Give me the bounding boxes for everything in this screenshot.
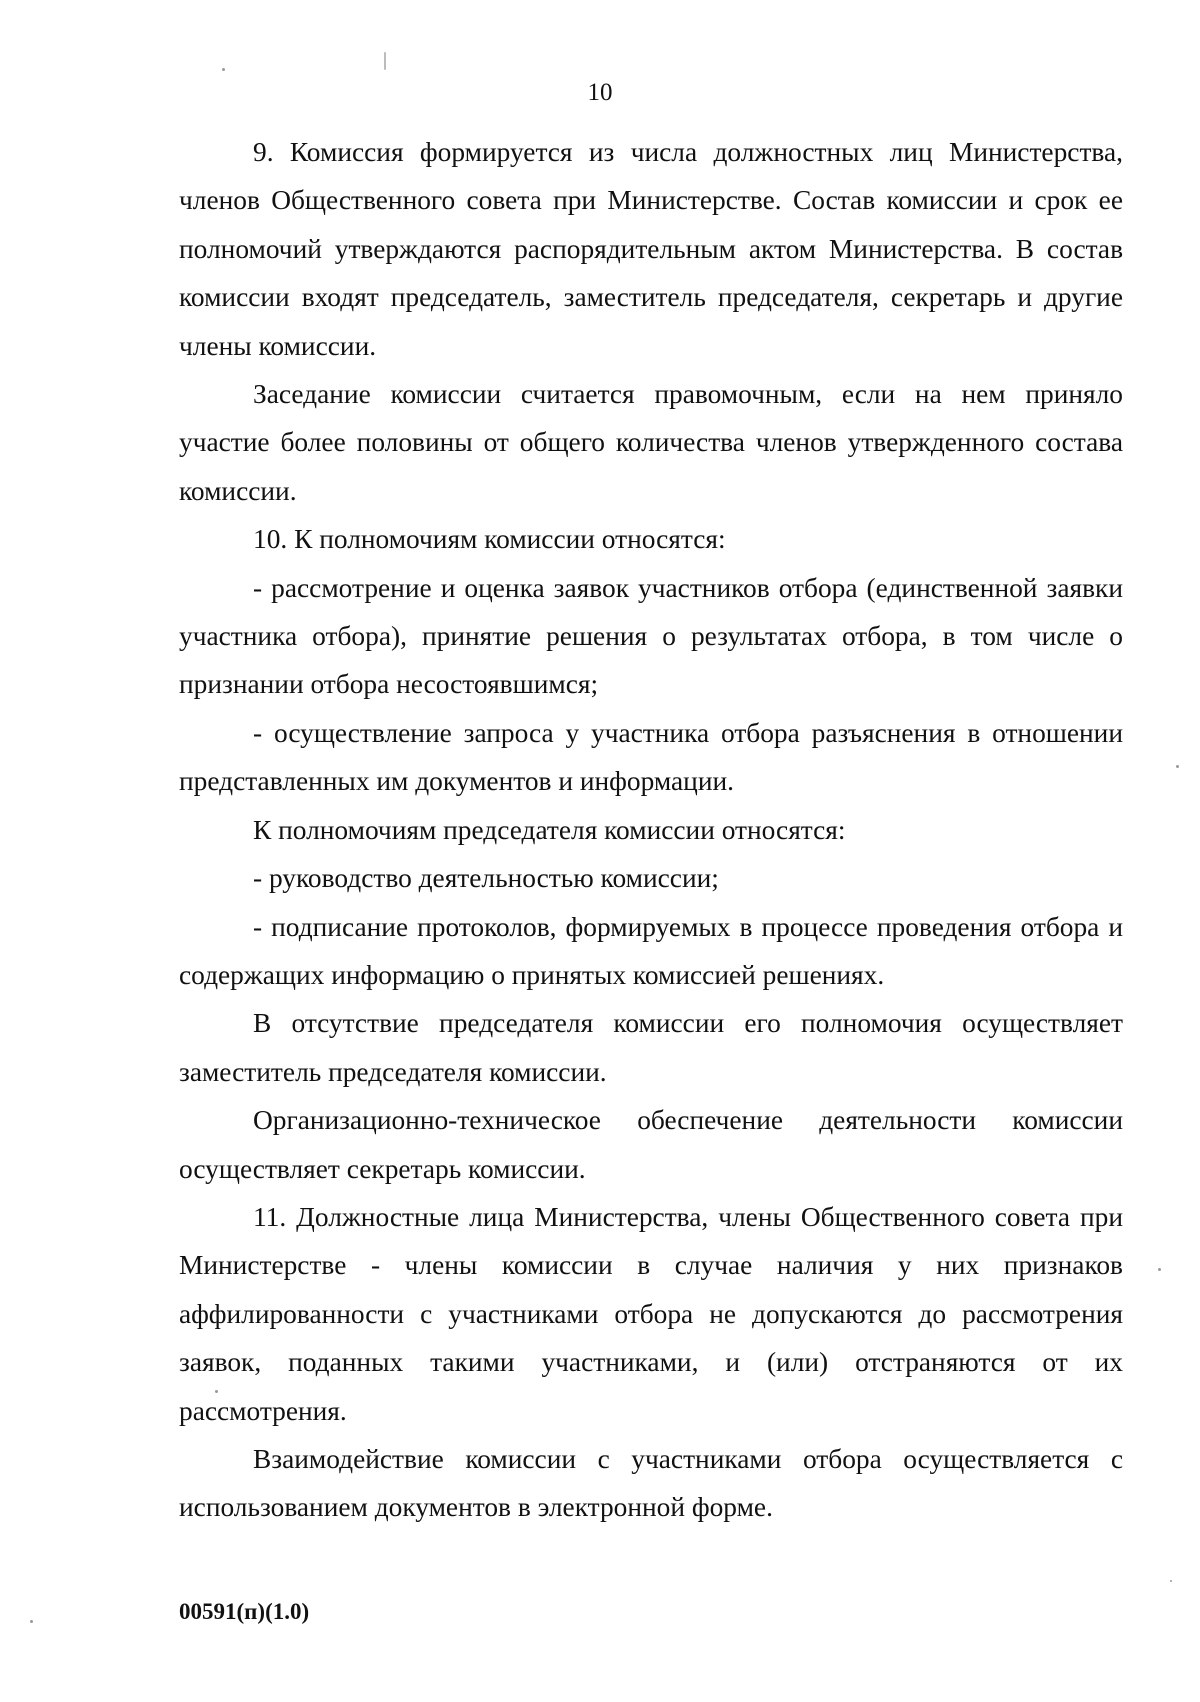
paragraph-chairman-absence: В отсутствие председателя комиссии его полномочия осуществляет заместитель председателя комиссии.	[179, 1008, 1123, 1087]
paragraph-10-heading: 10. К полномочиям комиссии относятся:	[253, 524, 726, 555]
scan-speck	[222, 68, 225, 71]
paragraph-chairman-powers-heading: К полномочиям председателя комиссии относятся:	[253, 814, 846, 845]
scan-speck	[215, 1390, 218, 1393]
scan-speck	[1176, 765, 1179, 768]
paragraph-quorum: Заседание комиссии считается правомочным, если на нем приняло участие более половины от общего количества членов утвержденного состава комиссии.	[179, 379, 1123, 506]
scan-speck	[1170, 1580, 1172, 1582]
document-body	[179, 128, 1123, 1532]
paragraph-electronic-interaction: Взаимодействие комиссии с участниками отбора осуществляется с использованием документов в электронной форме.	[179, 1443, 1123, 1523]
paragraph-technical-support: Организационно-техническое обеспечение деятельности комиссии осуществляет секретарь комиссии.	[179, 1105, 1123, 1184]
paragraph-9: 9. Комиссия формируется из числа должностных лиц Министерства, членов Общественного совета при Министерстве. Состав комиссии и срок ее полномочий утверждаются распорядительным актом Министерства. В состав комиссии входят председатель, заместитель председателя, секретарь и другие члены комиссии.	[179, 137, 1123, 361]
scan-speck	[1158, 1268, 1161, 1271]
list-item-management: - руководство деятельностью комиссии;	[253, 863, 719, 894]
document-code: 00591(п)(1.0)	[179, 1599, 310, 1624]
scan-speck	[384, 52, 386, 70]
page-number: 10	[587, 79, 613, 106]
list-item-review-applications: - рассмотрение и оценка заявок участников отбора (единственной заявки участника отбора), принятие решения о результатах отбора, в том числе о признании отбора несостоявшимся;	[179, 572, 1123, 700]
paragraph-11: 11. Должностные лица Министерства, члены Общественного совета при Министерстве - члены комиссии в случае наличия у них признаков аффилированности с участниками отбора не допускаются до рассмотрения заявок, поданных такими участниками, и (или) отстраняются от их рассмотрения.	[179, 1201, 1123, 1426]
list-item-clarification-request: - осуществление запроса у участника отбора разъяснения в отношении представленных им документов и информации.	[179, 717, 1123, 797]
scan-speck	[30, 1620, 33, 1623]
list-item-signing-protocols: - подписание протоколов, формируемых в процессе проведения отбора и содержащих информацию о принятых комиссией решениях.	[179, 911, 1123, 990]
